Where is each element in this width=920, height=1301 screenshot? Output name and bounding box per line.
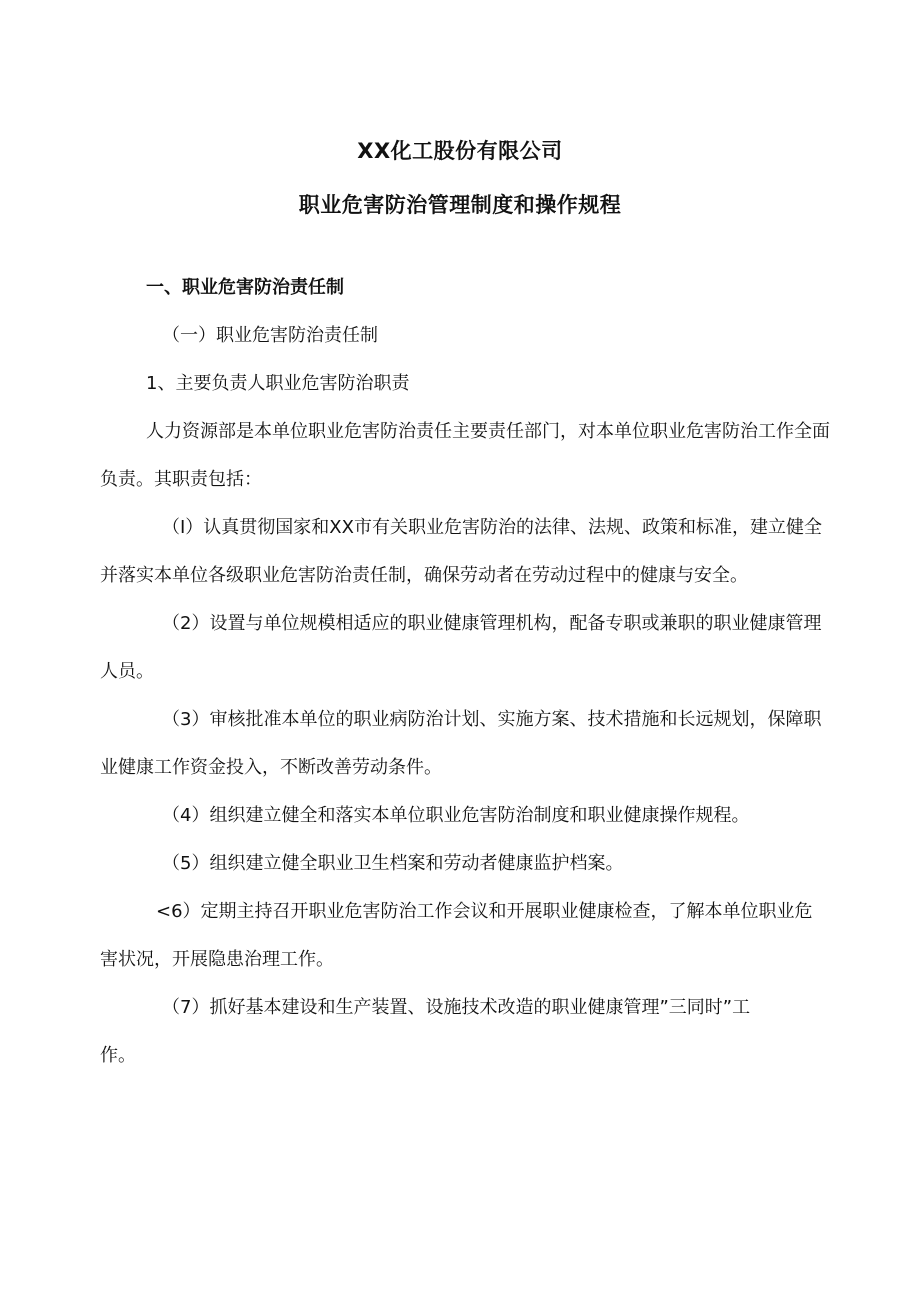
duty-item-1: （I）认真贯彻国家和XX市有关职业危害防治的法律、法规、政策和标准，建立健全并落实本单位各级职业危害防治责任制，确保劳动者在劳动过程中的健康与安全。 [100,517,822,586]
section-heading-2: （一）职业危害防治责任制 [162,325,378,346]
company-name: XX化工股份有限公司 [357,139,563,163]
duty-item-6: <6）定期主持召开职业危害防治工作会议和开展职业健康检查，了解本单位职业危害状况，开展隐患治理工作。 [100,901,813,970]
document-body [100,264,830,1080]
duty-item-7: （7）抓好基本建设和生产装置、设施技术改造的职业健康管理”三同时”工作。 [100,997,751,1066]
document-title: 职业危害防治管理制度和操作规程 [298,193,622,217]
intro-paragraph: 人力资源部是本单位职业危害防治责任主要责任部门，对本单位职业危害防治工作全面负责。其职责包括： [100,421,830,490]
duty-item-2: （2）设置与单位规模相适应的职业健康管理机构，配备专职或兼职的职业健康管理人员。 [100,613,822,682]
duty-item-3: （3）审核批准本单位的职业病防治计划、实施方案、技术措施和长远规划，保障职业健康工作资金投入，不断改善劳动条件。 [100,709,822,778]
title-block [0,124,920,232]
duty-item-4: （4）组织建立健全和落实本单位职业危害防治制度和职业健康操作规程。 [162,805,750,826]
section-heading-1: 一、职业危害防治责任制 [146,277,344,298]
duty-item-5: （5）组织建立健全职业卫生档案和劳动者健康监护档案。 [162,853,624,874]
section-heading-3: 1、主要负责人职业危害防治职责 [146,373,410,394]
